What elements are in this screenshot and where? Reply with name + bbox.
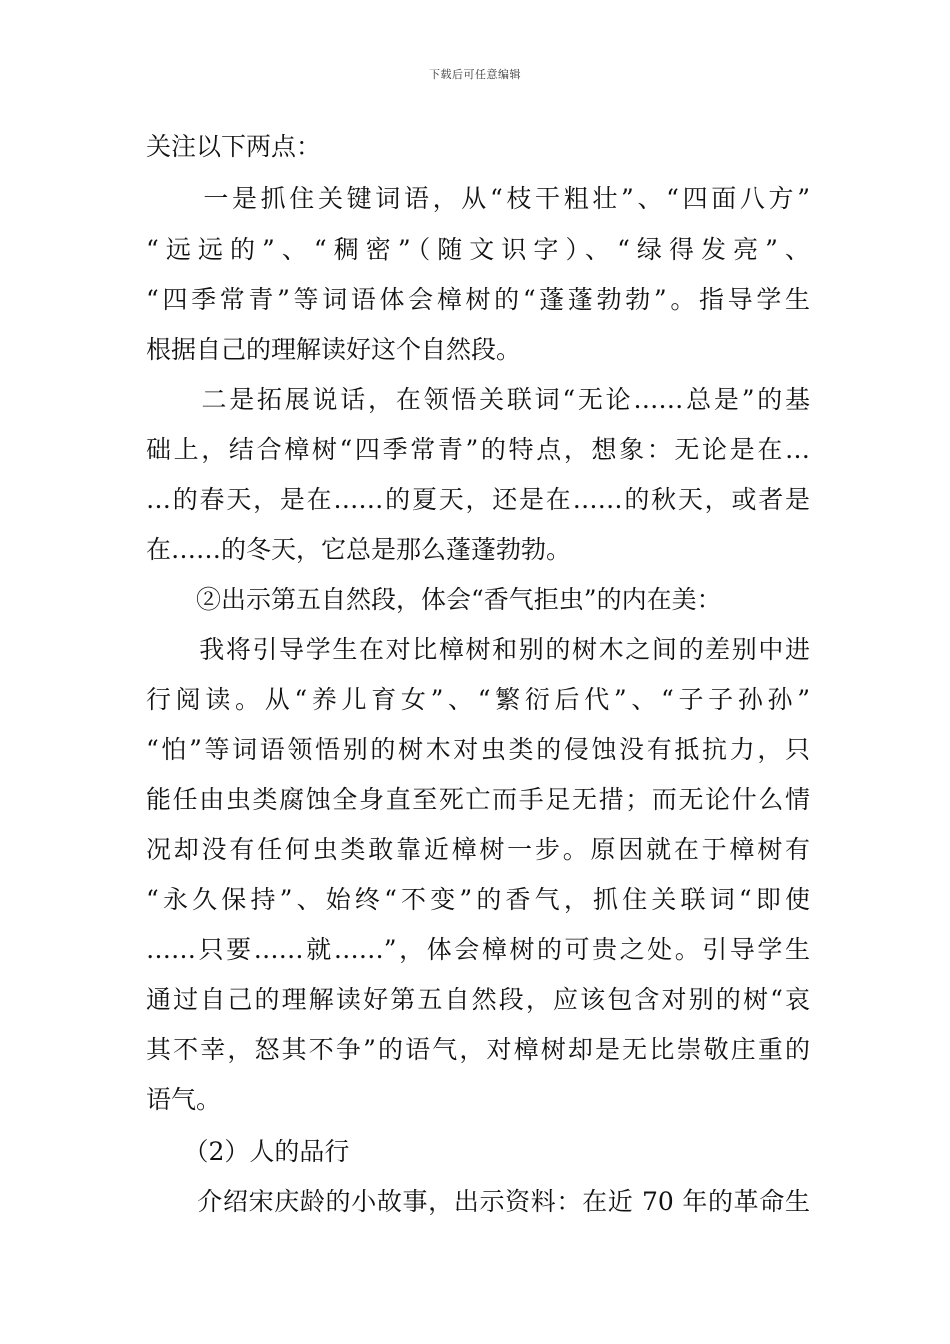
text-line: …的春天，是在……的夏天，还是在……的秋天，或者是 — [146, 485, 810, 514]
section-heading: （2）人的品行 — [146, 1137, 350, 1166]
text-line: 通过自己的理解读好第五自然段，应该包含对别的树“哀 — [146, 985, 810, 1014]
text-line: 况却没有任何虫类敢靠近樟树一步。原因就在于樟树有 — [146, 835, 810, 864]
text-line: 根据自己的理解读好这个自然段。 — [146, 335, 522, 364]
page-header: 下载后可任意编辑 — [429, 68, 521, 81]
text-line: 介绍宋庆龄的小故事，出示资料：在近 70 年的革命生 — [146, 1187, 810, 1216]
text-line: 二是拓展说话，在领悟关联词“无论……总是”的基 — [146, 385, 810, 414]
text-line: ②出示第五自然段，体会“香气拒虫”的内在美： — [146, 585, 722, 614]
text-line: 我将引导学生在对比樟树和别的树木之间的差别中进 — [146, 635, 810, 664]
text-line: ……只要……就……”，体会樟树的可贵之处。引导学生 — [146, 935, 810, 964]
text-line: 在……的冬天，它总是那么蓬蓬勃勃。 — [146, 535, 572, 564]
text-line: “怕”等词语领悟别的树木对虫类的侵蚀没有抵抗力，只 — [146, 735, 810, 764]
text-line: 关注以下两点： — [146, 132, 322, 161]
text-line: “四季常青”等词语体会樟树的“蓬蓬勃勃”。指导学生 — [146, 285, 810, 314]
text-line: “远远的”、“稠密”（随文识字）、“绿得发亮”、 — [146, 235, 810, 264]
text-line: 其不幸，怒其不争”的语气，对樟树却是无比崇敬庄重的 — [146, 1035, 810, 1064]
text-line: 础上，结合樟树“四季常青”的特点，想象：无论是在… — [146, 435, 810, 464]
text-line: “永久保持”、始终“不变”的香气，抓住关联词“即使 — [146, 885, 810, 914]
text-line: 语气。 — [146, 1085, 222, 1114]
text-line: 一是抓住关键词语，从“枝干粗壮”、“四面八方” — [146, 184, 810, 213]
text-line: 能任由虫类腐蚀全身直至死亡而手足无措；而无论什么情 — [146, 785, 810, 814]
text-line: 行阅读。从“养儿育女”、“繁衍后代”、“子子孙孙” — [146, 685, 810, 714]
